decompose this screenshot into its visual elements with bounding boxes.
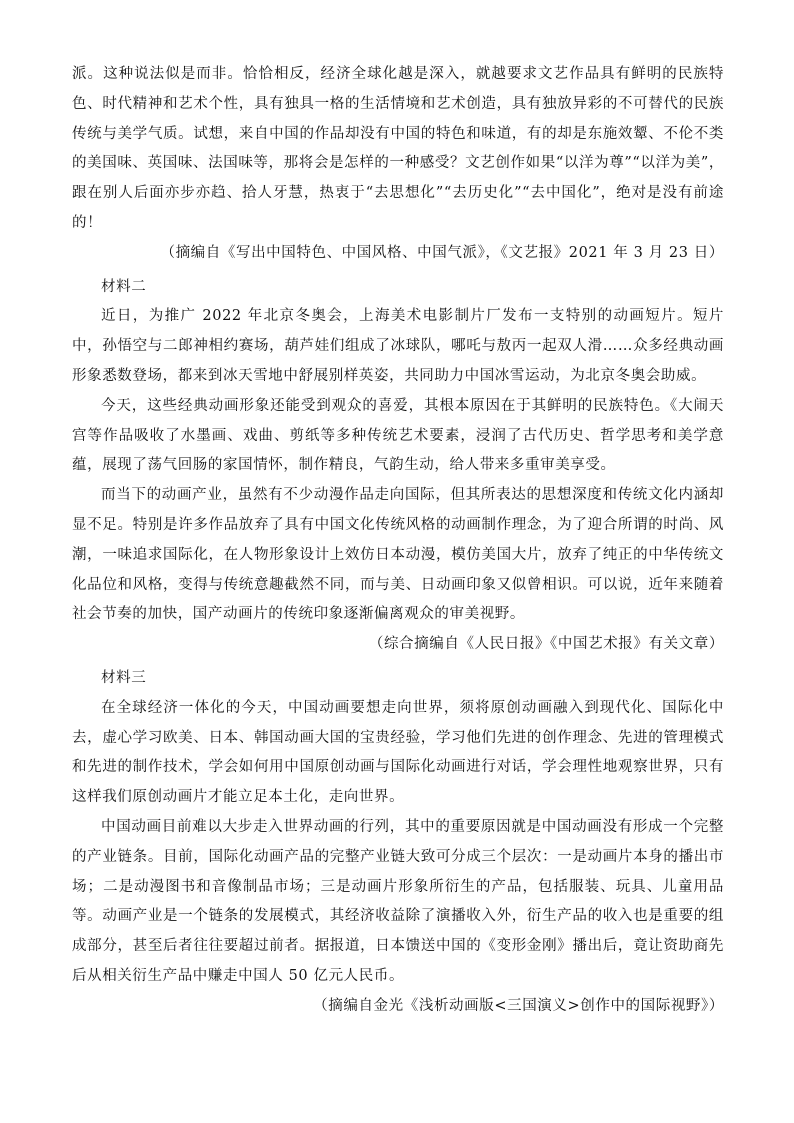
material-two-paragraph-3: 而当下的动画产业，虽然有不少动漫作品走向国际，但其所表达的思想深度和传统文化内涵却显不足。特别是许多作品放弃了具有中国文化传统风格的动画制作理念，为了迎合所谓的时尚、风潮，一味追求国际化，在人物形象设计上效仿日本动漫，模仿美国大片，放弃了纯正的中华传统文化品位和风格，变得与传统意趣截然不同，而与美、日动画印象又似曾相识。可以说，近年来随着社会节奏的加快，国产动画片的传统印象逐渐偏离观众的审美视野。 (72, 487, 724, 623)
material-three-paragraph-2: 中国动画目前难以大步走入世界动画的行列，其中的重要原因就是中国动画没有形成一个完整的产业链条。目前，国际化动画产品的完整产业链大致可分成三个层次：一是动画片本身的播出市场；二是动漫图书和音像制品市场；三是动画片形象所衍生的产品，包括服装、玩具、儿童用品等。动画产业是一个链条的发展模式，其经济收益除了演播收入外，衍生产品的收入也是重要的组成部分，甚至后者往往要超过前者。据报道，日本馈送中国的《变形金刚》播出后，竟让资助商先后从相关衍生产品中赚走中国人 50 亿元人民币。 (72, 818, 724, 984)
source-citation-1: （摘编自《写出中国特色、中国风格、中国气派》，《文艺报》2021 年 3 月 23 日） (160, 244, 724, 261)
paragraph-continuation: 派。这种说法似是而非。恰恰相反，经济全球化越是深入，就越要求文艺作品具有鲜明的民族特色、时代精神和艺术个性，具有独具一格的生活情境和艺术创造，具有独放异彩的不可替代的民族传统与美学气质。试想，来自中国的作品却没有中国的特色和味道，有的却是东施效颦、不伦不类的美国味、英国味、法国味等，那将会是怎样的一种感受？文艺创作如果“以洋为尊”“以洋为美”，跟在别人后面亦步亦趋、拾人牙慧，热衷于“去思想化”“去历史化”“去中国化”，绝对是没有前途的！ (72, 66, 724, 231)
document-page (72, 60, 724, 1026)
material-three-paragraph-1: 在全球经济一体化的今天，中国动画要想走向世界，须将原创动画融入到现代化、国际化中去，虚心学习欧美、日本、韩国动画大国的宝贵经验，学习他们先进的创作理念、先进的管理模式和先进的制作技术，学会如何用中国原创动画与国际化动画进行对话，学会理性地观察世界，只有这样我们原创动画片才能立足本土化，走向世界。 (72, 699, 724, 806)
material-two-paragraph-1: 近日，为推广 2022 年北京冬奥会，上海美术电影制片厂发布一支特别的动画短片。短片中，孙悟空与二郎神相约赛场，葫芦娃们组成了冰球队，哪吒与敖丙一起双人滑……众多经典动画形象悉数登场，都来到冰天雪地中舒展别样英姿，共同助力中国冰雪运动，为北京冬奥会助威。 (72, 308, 724, 384)
source-citation-2: （综合摘编自《人民日报》《中国艺术报》有关文章） (368, 636, 724, 653)
source-citation-3: （摘编自金光《浅析动画版<三国演义>创作中的国际视野》） (313, 997, 724, 1014)
material-three-heading: 材料三 (101, 669, 147, 686)
material-two-heading: 材料二 (101, 278, 147, 295)
material-two-paragraph-2: 今天，这些经典动画形象还能受到观众的喜爱，其根本原因在于其鲜明的民族特色。《大闹天宫等作品吸收了水墨画、戏曲、剪纸等多种传统艺术要素，浸润了古代历史、哲学思考和美学意蕴，展现了荡气回肠的家国情怀，制作精良，气韵生动，给人带来多重审美享受。 (72, 397, 724, 474)
